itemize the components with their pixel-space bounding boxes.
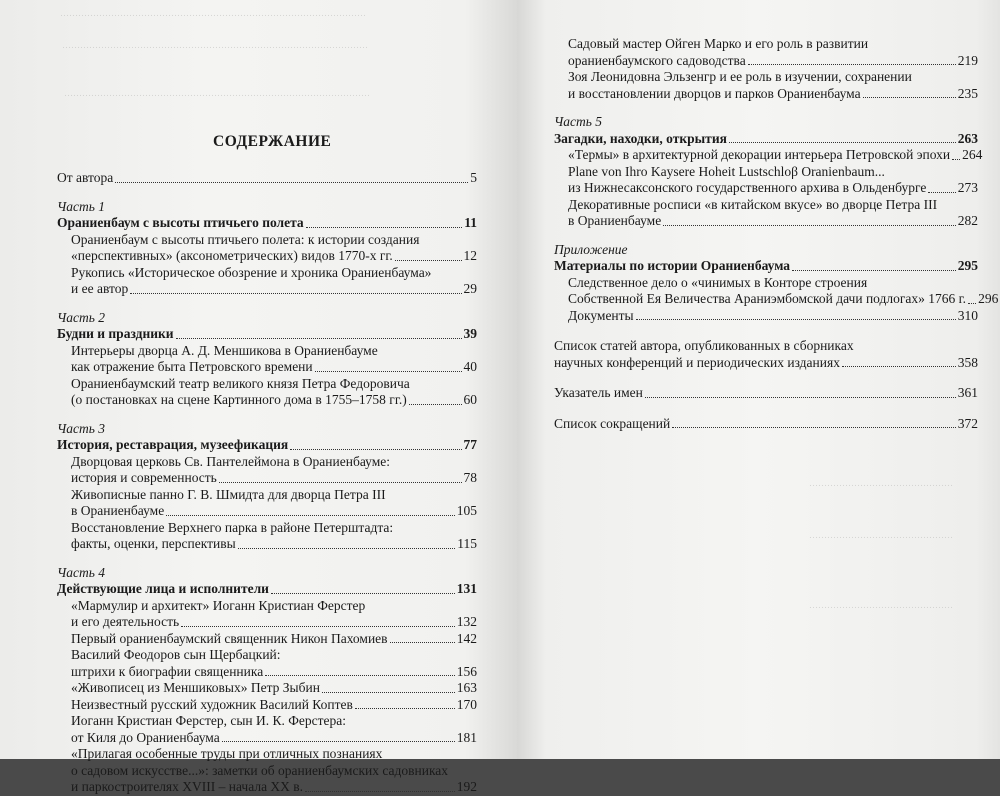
page-number: 361 xyxy=(957,385,978,400)
page-number: 372 xyxy=(957,415,978,431)
page-number: 273 xyxy=(957,180,978,195)
part-heading xyxy=(57,326,477,343)
page-number: 5 xyxy=(470,170,477,185)
page-number: 40 xyxy=(463,359,477,374)
spacer xyxy=(554,324,978,338)
toc-entry xyxy=(57,520,477,553)
toc-entry-text: История, реставрация, музеефикация xyxy=(57,437,289,452)
part-heading xyxy=(554,258,978,275)
toc-entry xyxy=(57,631,477,648)
dot-leader xyxy=(166,515,455,516)
toc-entry xyxy=(57,343,477,376)
dot-leader xyxy=(355,708,455,709)
toc-entry-text: «перспективных» (аксонометрических) видов 1770-х гг. xyxy=(71,248,393,263)
dot-leader xyxy=(222,741,455,742)
toc-entry-text: Будни и праздники xyxy=(57,326,174,341)
toc-entry-text: история и современность xyxy=(71,470,217,485)
page-number: 29 xyxy=(463,281,477,296)
dot-leader xyxy=(181,626,455,627)
toc-entry-text: Неизвестный русский художник Василий Коптев xyxy=(71,696,353,712)
toc-abbreviations xyxy=(554,416,978,433)
dot-leader xyxy=(238,548,456,549)
page-number: 78 xyxy=(463,470,477,485)
toc-author-note xyxy=(57,170,477,187)
page-number: 264 xyxy=(962,147,983,162)
toc-entry xyxy=(554,164,978,197)
toc-entry-line xyxy=(71,359,477,376)
bleed-through-text: ………………………………………… xyxy=(809,530,953,540)
right-page xyxy=(517,0,1000,759)
dot-leader xyxy=(322,692,455,693)
page-number: 263 xyxy=(957,130,978,146)
toc-entry-line xyxy=(568,213,978,230)
dot-leader xyxy=(968,303,976,304)
page-number: 295 xyxy=(957,258,978,273)
toc-entry-line: Ораниенбаум с высоты птичьего полета: к истории создания xyxy=(71,231,420,247)
toc-entry-text: ораниенбаумского садоводства xyxy=(568,52,746,68)
toc-entry-text: от Киля до Ораниенбаума xyxy=(71,729,220,745)
toc-entry xyxy=(57,746,477,796)
dot-leader xyxy=(306,227,463,228)
toc-entry xyxy=(554,308,978,325)
page-number: 192 xyxy=(456,779,477,794)
toc-entry-line: Декоративные росписи «в китайском вкусе» во дворце Петра III xyxy=(568,196,938,212)
toc-entry-line: Интерьеры дворца А. Д. Меншикова в Ораниенбауме xyxy=(71,342,378,358)
page-number: 163 xyxy=(456,680,477,695)
toc-right xyxy=(554,36,999,432)
part-heading xyxy=(57,581,477,598)
toc-entry-line: Ораниенбаумский театр великого князя Петра Федоровича xyxy=(71,375,410,391)
toc-entry-text: штрихи к биографии священника xyxy=(71,663,264,679)
dot-leader xyxy=(115,182,468,183)
toc-entry-line xyxy=(71,697,477,714)
toc-entry-line xyxy=(71,631,477,648)
toc-entry-text: в Ораниенбауме xyxy=(71,503,165,518)
toc-entry xyxy=(57,680,477,697)
toc-entry xyxy=(57,697,477,714)
toc-entry-line: Plane von Ihro Kaysere Hoheit Lustschloβ Oranienbaum... xyxy=(568,163,885,179)
toc-entry xyxy=(554,69,978,102)
page-number: 132 xyxy=(456,614,477,629)
dot-leader xyxy=(663,225,956,226)
toc-entry xyxy=(554,147,983,164)
toc-entry-line: Восстановление Верхнего парка в районе Петерштадта: xyxy=(71,519,394,535)
toc-entry-text: из Нижнесаксонского государственного архива в Ольденбурге xyxy=(568,180,927,195)
dot-leader xyxy=(672,427,956,428)
dot-leader xyxy=(792,270,956,271)
dot-leader xyxy=(315,371,462,372)
toc-entry xyxy=(57,598,477,631)
bleed-through-text: ………………………………………………………………………………………… xyxy=(60,8,366,18)
dot-leader xyxy=(390,642,455,643)
part-heading xyxy=(57,437,477,454)
page-number: 11 xyxy=(464,215,477,230)
dot-leader xyxy=(305,791,455,792)
toc-entry-line: «Мармулир и архитект» Иоганн Кристиан Ферстер xyxy=(71,597,366,613)
part-label: Часть 3 xyxy=(57,420,106,436)
toc-entry-line: о садовом искусстве...»: заметки об ораниенбаумских садовниках xyxy=(71,762,449,778)
toc-entry-line xyxy=(71,536,477,553)
bleed-through-text: ………………………………………………………………………………………… xyxy=(62,40,368,50)
toc-entry-line xyxy=(568,53,978,70)
toc-entry xyxy=(57,265,477,298)
dot-leader xyxy=(130,293,461,294)
page-number: 181 xyxy=(456,729,477,745)
bleed-through-text: ………………………………………………………………………………………… xyxy=(64,88,370,98)
toc-entry xyxy=(57,487,477,520)
part-label: Часть 2 xyxy=(57,309,106,325)
toc-entry-line xyxy=(71,392,477,409)
page-number: 115 xyxy=(457,536,477,551)
page-number: 282 xyxy=(957,213,978,228)
toc-entry-line xyxy=(71,470,477,487)
toc-entry-line xyxy=(71,680,477,697)
toc-entry-line: Садовый мастер Ойген Марко и его роль в развитии xyxy=(568,36,869,51)
dot-leader xyxy=(219,482,462,483)
page-number: 105 xyxy=(456,503,477,518)
dot-leader xyxy=(290,449,461,450)
toc-entry-text: Ораниенбаум с высоты птичьего полета xyxy=(57,215,304,230)
bleed-through-text: ………………………………………… xyxy=(809,600,953,610)
toc-entry-text: в Ораниенбауме xyxy=(568,213,662,228)
toc-entry-line: Василий Феодоров сын Щербацкий: xyxy=(71,647,281,662)
toc-entry-text: и ее автор xyxy=(71,281,129,296)
page-number: 296 xyxy=(978,291,999,306)
page-number: 39 xyxy=(463,326,477,341)
toc-entry-line: Иоганн Кристиан Ферстер, сын И. К. Ферстера: xyxy=(71,713,347,728)
part-heading xyxy=(554,131,978,148)
page-number: 235 xyxy=(957,85,978,101)
toc-entry-line xyxy=(71,730,477,747)
toc-entry-line xyxy=(71,779,477,796)
toc-entry xyxy=(554,197,978,230)
page-number: 358 xyxy=(957,354,978,370)
page-number: 60 xyxy=(463,392,477,407)
toc-entry-text: «Термы» в архитектурной декорации интерьера Петровской эпохи xyxy=(568,147,951,162)
page-number: 170 xyxy=(456,696,477,712)
page-number: 156 xyxy=(456,663,477,679)
toc-entry-line: Следственное дело о «чинимых в Конторе строения xyxy=(568,274,868,290)
toc-entry-line xyxy=(71,503,477,520)
part-heading xyxy=(57,215,477,232)
toc-names-index xyxy=(554,385,978,402)
toc-entry-text: Действующие лица и исполнители xyxy=(57,581,269,596)
toc-entry-text: и его деятельность xyxy=(71,614,180,629)
toc-entry-line xyxy=(71,281,477,298)
toc-entry-text: факты, оценки, перспективы xyxy=(71,536,236,551)
toc-entry-line: «Прилагая особенные труды при отличных познаниях xyxy=(71,746,383,761)
dot-leader xyxy=(842,366,956,367)
toc-entry-text: (о постановках на сцене Картинного дома в 1755–1758 гг.) xyxy=(71,392,407,407)
toc-entry-text: Указатель имен xyxy=(554,385,643,400)
dot-leader xyxy=(729,142,956,143)
page-number: 219 xyxy=(957,52,978,68)
toc-entry-line: Рукопись «Историческое обозрение и хроника Ораниенбаума» xyxy=(71,264,432,280)
page-number: 77 xyxy=(463,437,477,452)
toc-entry-text: Собственной Ея Величества Араниэмбомской дачи подлогах» 1766 г. xyxy=(568,291,967,306)
toc-entry xyxy=(57,376,477,409)
toc-entry xyxy=(554,274,999,308)
part-label: Часть 4 xyxy=(57,564,106,580)
dot-leader xyxy=(265,675,455,676)
toc-entry xyxy=(57,454,477,487)
dot-leader xyxy=(928,192,955,193)
toc-entry-line xyxy=(568,147,983,164)
toc-entry xyxy=(57,232,477,265)
dot-leader xyxy=(645,397,956,398)
toc-entry-text: Загадки, находки, открытия xyxy=(554,130,727,146)
toc-entry-text: Документы xyxy=(568,307,634,323)
toc-entry xyxy=(57,713,477,746)
spacer xyxy=(554,371,978,385)
dot-leader xyxy=(271,593,455,594)
page-number: 12 xyxy=(463,248,477,263)
toc-entry-text: «Живописец из Меншиковых» Петр Зыбин xyxy=(71,680,320,695)
toc-entry xyxy=(554,36,978,69)
dot-leader xyxy=(952,159,960,160)
dot-leader xyxy=(636,319,956,320)
spacer xyxy=(554,402,978,416)
toc-entry-line xyxy=(568,308,978,325)
toc-entry-line xyxy=(568,291,999,308)
toc-entry-line xyxy=(554,355,978,372)
part-label: Приложение xyxy=(554,241,628,257)
page-title: СОДЕРЖАНИЕ xyxy=(213,133,332,150)
dot-leader xyxy=(863,97,956,98)
toc-entry-line: Зоя Леонидовна Эльзенгр и ее роль в изучении, сохранении xyxy=(568,69,912,84)
toc-entry-text: научных конференций и периодических изданиях xyxy=(554,354,840,370)
toc-entry-line xyxy=(568,180,978,197)
page-number: 310 xyxy=(957,307,978,323)
toc-entry-text: Материалы по истории Ораниенбаума xyxy=(554,258,791,273)
part-label: Часть 1 xyxy=(57,198,106,214)
dot-leader xyxy=(409,404,462,405)
toc-entry-line xyxy=(71,614,477,631)
toc-entry-text: и паркостроителях XVIII – начала XX в. xyxy=(71,779,304,794)
dot-leader xyxy=(395,260,462,261)
part-label: Часть 5 xyxy=(554,114,603,129)
toc-entry-line xyxy=(71,248,477,265)
toc-entry-text: как отражение быта Петровского времени xyxy=(71,359,313,374)
toc-entry-text: От автора xyxy=(57,170,114,185)
toc-entry-line xyxy=(71,664,477,681)
dot-leader xyxy=(176,338,462,339)
toc-entry-text: Первый ораниенбаумский священник Никон Пахомиев xyxy=(71,630,388,646)
toc-entry-text: Список сокращений xyxy=(554,415,671,431)
bleed-through-text: ………………………………………… xyxy=(809,478,953,488)
page-number: 131 xyxy=(456,581,477,596)
toc-entry-line: Живописные панно Г. В. Шмидта для дворца Петра III xyxy=(71,486,386,502)
toc-entry-text: и восстановлении дворцов и парков Ораниенбаума xyxy=(568,85,861,101)
toc-entry-line: Список статей автора, опубликованных в сборниках xyxy=(554,338,854,353)
toc-entry xyxy=(57,647,477,680)
page-number: 142 xyxy=(456,630,477,646)
toc-entry xyxy=(554,338,978,371)
toc-entry-line: Дворцовая церковь Св. Пантелеймона в Ораниенбауме: xyxy=(71,453,390,469)
toc-left xyxy=(57,170,477,796)
toc-entry-line xyxy=(568,86,978,103)
dot-leader xyxy=(748,64,956,65)
